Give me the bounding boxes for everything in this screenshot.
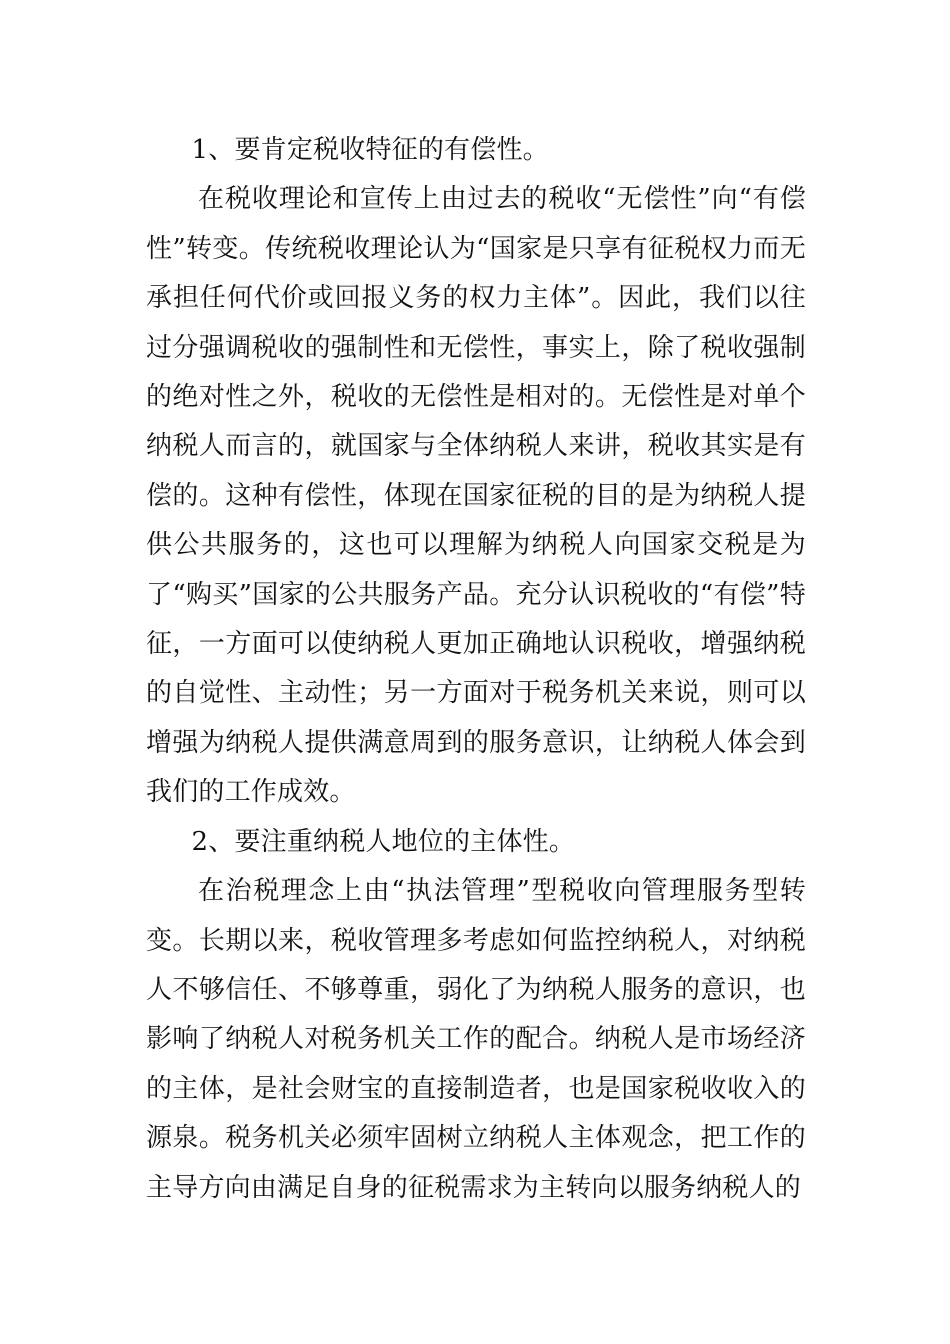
section-heading-1: 1、要肯定税收特征的有偿性。 (191, 135, 549, 165)
document-body (146, 126, 806, 1213)
paragraph-1: 在税收理论和宣传上由过去的税收“无偿性”向“有偿性”转变。传统税收理论认为“国家是只享有征税权力而无承担任何代价或回报义务的权力主体”。因此，我们以往过分强调税收的强制性和无偿性，事实上，除了税收强制的绝对性之外，税收的无偿性是相对的。无偿性是对单个纳税人而言的，就国家与全体纳税人来讲，税收其实是有偿的。这种有偿性，体现在国家征税的目的是为纳税人提供公共服务的，这也可以理解为纳税人向国家交税是为了“购买”国家的公共服务产品。充分认识税收的“有偿”特征，一方面可以使纳税人更加正确地认识税收，增强纳税的自觉性、主动性；另一方面对于税务机关来说，则可以增强为纳税人提供满意周到的服务意识，让纳税人体会到我们的工作成效。 (146, 184, 806, 808)
section-heading-2: 2、要注重纳税人地位的主体性。 (191, 826, 576, 857)
paragraph-2: 在治税理念上由“执法管理”型税收向管理服务型转变。长期以来，税收管理多考虑如何监控纳税人，对纳税人不够信任、不够尊重，弱化了为纳税人服务的意识，也影响了纳税人对税务机关工作的配合。纳税人是市场经济的主体，是社会财宝的直接制造者，也是国家税收收入的源泉。税务机关必须牢固树立纳税人主体观念，把工作的主导方向由满足自身的征税需求为主转向以服务纳税人的 (146, 876, 806, 1203)
